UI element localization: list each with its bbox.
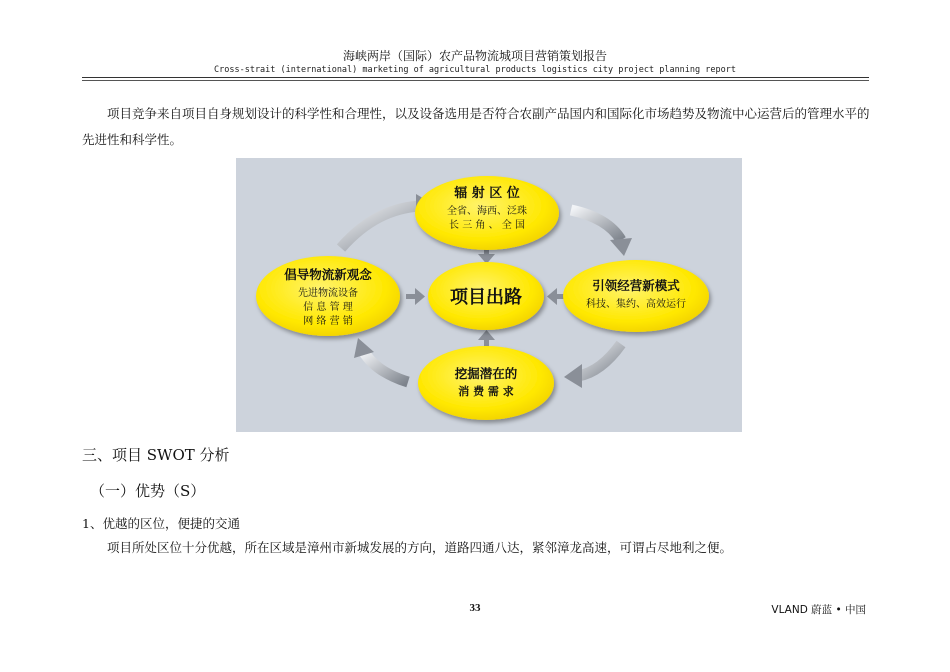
item-title: 1、优越的区位，便捷的交通: [82, 516, 240, 531]
bottom-line1: 消 费 需 求: [458, 385, 514, 398]
left-title: 倡导物流新观念: [284, 267, 372, 282]
item-paragraph: 项目所处区位十分优越，所在区域是漳州市新城发展的方向，道路四通八达，紧邻漳龙高速，可谓占尽地利之便。: [107, 540, 733, 555]
diagram-svg: [236, 158, 742, 432]
project-outlet-diagram: [236, 158, 742, 432]
section-heading: 三、项目 SWOT 分析: [82, 446, 230, 464]
bottom-ellipse: [418, 346, 554, 420]
top-line2: 长 三 角 、 全 国: [449, 220, 525, 231]
header-rule: [82, 77, 869, 78]
center-title: 项目出路: [450, 287, 522, 308]
page-number: 33: [469, 602, 481, 614]
right-ellipse: [563, 260, 709, 332]
left-line3: 网 络 营 销: [303, 316, 353, 327]
bottom-title: 挖掘潜在的: [454, 366, 518, 381]
top-line1: 全省、海西、泛珠: [447, 206, 527, 217]
report-subtitle: Cross-strait (international) marketing of agricultural products logistics city project planning report: [214, 65, 736, 75]
intro-paragraph: 项目竞争来自项目自身规划设计的科学性和合理性，以及设备选用是否符合农副产品国内和国际化市场趋势及物流中心运营后的管理水平的先进性和科学性。: [82, 106, 870, 147]
brand-mark: VLAND 蔚蓝 • 中国: [771, 604, 866, 616]
left-line2: 信 息 管 理: [303, 302, 353, 313]
arrow-left-to-center: [406, 294, 416, 299]
report-title: 海峡两岸（国际）农产品物流城项目营销策划报告: [342, 49, 607, 63]
right-title: 引领经营新模式: [592, 278, 680, 293]
header-rule-thin: [82, 80, 869, 81]
right-line1: 科技、集约、高效运行: [586, 299, 686, 310]
subsection-heading: （一）优势（S）: [90, 482, 206, 500]
left-line1: 先进物流设备: [298, 288, 358, 299]
top-title: 辐 射 区 位: [454, 186, 520, 201]
